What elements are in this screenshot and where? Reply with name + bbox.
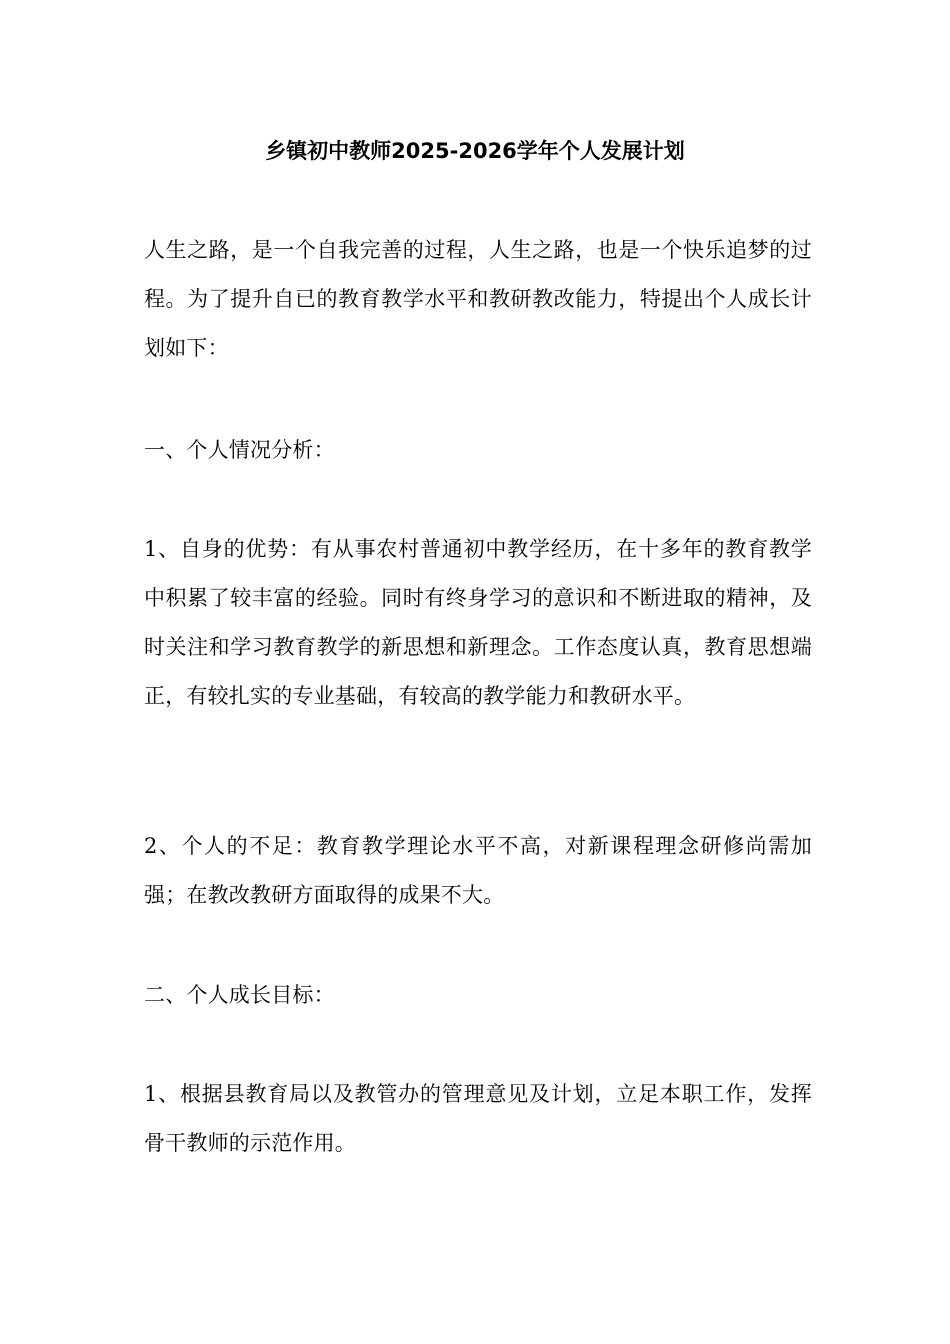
strengths-paragraph: 1、自身的优势：有从事农村普通初中教学经历，在十多年的教育教学中积累了较丰富的经验。同时有终身学习的意识和不断进取的精神，及时关注和学习教育教学的新思想和新理念。工作态度认真，教育思想端正，有较扎实的专业基础，有较高的教学能力和教研水平。: [144, 537, 812, 708]
weaknesses-paragraph: 2、个人的不足：教育教学理论水平不高，对新课程理念研修尚需加强；在教改教研方面取得的成果不大。: [144, 834, 812, 907]
section-heading-goals: 二、个人成长目标：: [144, 983, 335, 1007]
intro-paragraph: 人生之路，是一个自我完善的过程，人生之路，也是一个快乐追梦的过程。为了提升自已的教育教学水平和教研教改能力，特提出个人成长计划如下：: [144, 238, 812, 360]
goal-paragraph: 1、根据县教育局以及教管办的管理意见及计划，立足本职工作，发挥骨干教师的示范作用。: [144, 1082, 812, 1155]
section-heading-analysis: 一、个人情况分析：: [144, 438, 335, 462]
document-title: 乡镇初中教师2025-2026学年个人发展计划: [265, 139, 685, 163]
